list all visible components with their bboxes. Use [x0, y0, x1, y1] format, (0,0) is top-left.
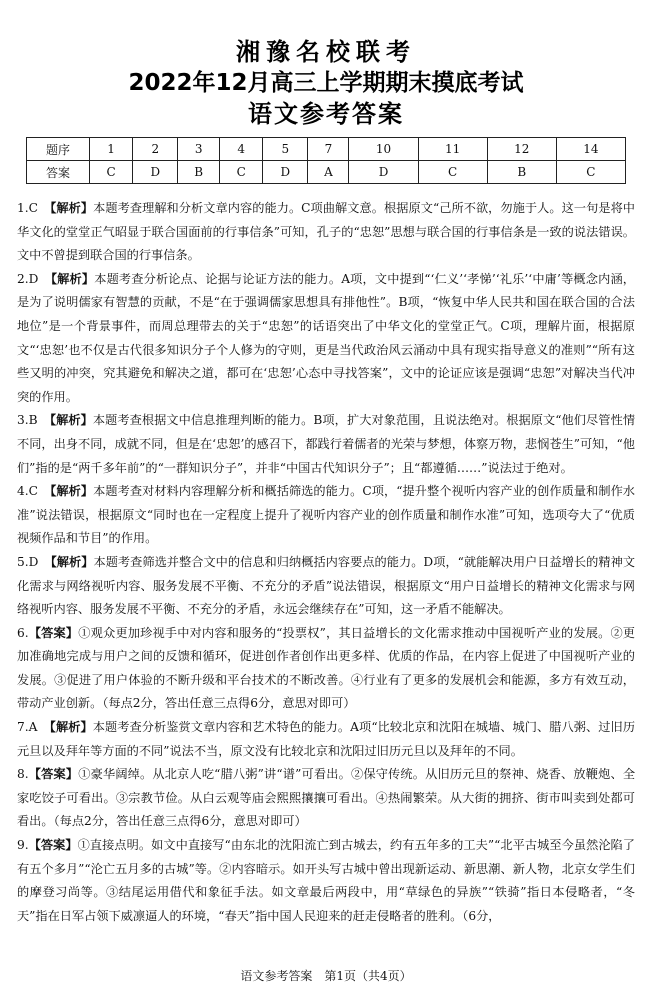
- question-number-row: [27, 138, 626, 161]
- item-number: 1.C: [17, 201, 38, 215]
- answer-cell: D: [133, 161, 178, 184]
- item-text: ①直接点明。如文中直接写“由东北的沈阳流亡到古城去，约有五年多的工夫”“北平古城至今虽然沦陷了有五个多月”“沦亡五月多的古城”等。②内容暗示。如开头写古城中曾出现新运动、新思潮、新人物，北京女学生们的摩登习尚等。③结尾运用借代和象征手法。如文章最后两段中，用“草绿色的异族”“铁骑”指日本侵略者，“冬天”指在日军占领下威凛逼人的环境，“春天”指中国人民迎来的赶走侵略者的胜利。（6分，: [17, 838, 635, 923]
- answer-cell: D: [349, 161, 418, 184]
- explanation-item: [17, 716, 635, 763]
- answer-cell: B: [487, 161, 556, 184]
- item-number: 3.B: [17, 413, 38, 428]
- item-text: 本题考查分析鉴赏文章内容和艺术特色的能力。A项“比较北京和沈阳在城墙、城门、腊八粥、过旧历元旦以及拜年等方面的不同”说法不当，原文没有比较北京和沈阳过旧历元旦以及拜年的不同。: [17, 720, 636, 758]
- question-number: 5: [263, 138, 308, 161]
- answer-label: 答案: [27, 161, 90, 184]
- item-text: 本题考查分析论点、论据与论证方法的能力。A项，文中提到“‘仁义’‘孝悌’‘礼乐’‘中庸’等概念内涵，是为了说明儒家有智慧的贡献，不是“在于强调儒家思想具有排他性”。B项，“恢复中华人民共和国在联合国的合法地位”是一个背景事件，而周总理带去的关于“忠恕”的话语突出了中华文化的堂堂正气。C项，理解片面，根据原文“‘忠恕’也不仅是古代很多知识分子个人修为的守则，更是当代政治风云涌动中具有现实指导意义的准则”“所有这些又明的冲突，究其避免和解决之道，都可在‘忠恕’心态中寻找答案”，文中的论证应该是强调“忠恕”对解决当代冲突的作用。: [17, 271, 635, 404]
- item-tag: 【答案】: [28, 767, 79, 782]
- explanation-item: [17, 763, 635, 834]
- explanation-item: [17, 622, 635, 716]
- answer-cell: C: [556, 161, 625, 184]
- item-tag: 【解析】: [49, 413, 93, 428]
- item-number: 5.D: [17, 554, 39, 569]
- question-number: 14: [556, 138, 625, 161]
- answer-key-title: 语文参考答案: [248, 100, 404, 128]
- answer-row: [27, 161, 626, 184]
- item-tag: 【答案】: [28, 838, 78, 853]
- question-number: 7: [308, 138, 349, 161]
- answer-cell: B: [178, 161, 220, 184]
- question-number: 10: [349, 138, 418, 161]
- question-number: 12: [487, 138, 556, 161]
- item-number: 2.D: [17, 271, 39, 286]
- question-number: 2: [133, 138, 178, 161]
- item-text: 本题考查对材料内容理解分析和概括筛选的能力。C项，“提升整个视听内容产业的创作质量和制作水准”说法错误，根据原文“同时也在一定程度上提升了视听内容产业的创作质量和制作水准”可知，选项夸大了“优质视频作品和节目”的作用。: [17, 484, 635, 546]
- item-number: 6.: [17, 625, 29, 640]
- question-number: 4: [220, 138, 263, 161]
- explanation-item: [17, 197, 635, 268]
- item-tag: 【解析】: [50, 271, 95, 286]
- item-tag: 【答案】: [28, 625, 79, 640]
- explanation-item: [17, 268, 635, 410]
- exam-union-title: 湘豫名校联考: [236, 38, 416, 66]
- item-text: ①豪华阔绰。从北京人吃“腊八粥”讲“谱”可看出。②保守传统。从旧历元旦的祭神、烧香、放鞭炮、全家吃饺子可看出。③宗教节俭。从白云观等庙会熙熙攘攘可看出。④热闹繁荣。从大街的拥挤、街市叫卖到处都可看出。（每点2分，答出任意三点得6分，意思对即可）: [17, 767, 636, 829]
- item-text: 本题考查根据文中信息推理判断的能力。B项，扩大对象范围，且说法绝对。根据原文“他们尽管性情不同，出身不同，成就不同，但是在‘忠恕’的感召下，都践行着儒者的光荣与梦想，体察万物，悲悯苍生”可知，“他们”指的是“两千多年前”的“一群知识分子”，并非“中国古代知识分子”；且“都遵循……”说法过于绝对。: [17, 413, 636, 475]
- item-tag: 【解析】: [50, 484, 94, 499]
- item-text: 本题考查筛选并整合文中的信息和归纳概括内容要点的能力。D项，“就能解决用户日益增长的精神文化需求与网络视听内容、服务发展不平衡、不充分的矛盾”说法错误，根据原文“用户日益增长的精神文化需求与网络视听内容、服务发展不平衡、不充分的矛盾，永远会继续存在”可知，这一矛盾不能解决。: [17, 554, 636, 617]
- item-number: 8.: [17, 767, 29, 782]
- answer-cell: A: [308, 161, 349, 184]
- explanations: [17, 197, 635, 928]
- answer-cell: D: [263, 161, 308, 184]
- item-tag: 【解析】: [50, 554, 94, 569]
- item-text: ①观众更加珍视手中对内容和服务的“投票权”，其日益增长的文化需求推动中国视听产业的发展。②更加准确地完成与用户之间的反馈和循环，促进创作者创作出更多样、优质的作品，在内容上促进了中国视听产业的发展。③促进了用户体验的不断升级和平台技术的不断改善。④行业有了更多的发展机会和能源，多方有效互动，带动产业创新。（每点2分，答出任意三点得6分，意思对即可）: [17, 625, 635, 711]
- answer-table: [26, 137, 626, 184]
- item-text: 本题考查理解和分析文章内容的能力。C项曲解文意。根据原文“己所不欲，勿施于人。这一句是将中华文化的堂堂正气昭显于联合国面前的行事信条”可知，孔子的“忠恕”思想与联合国的行事信条是一致的说法错误。文中不曾提到联合国的行事信条。: [17, 201, 635, 263]
- explanation-item: [17, 551, 635, 622]
- page-footer: 语文参考答案 第1页（共4页）: [240, 969, 412, 983]
- question-number: 11: [418, 138, 487, 161]
- answer-cell: C: [418, 161, 487, 184]
- item-number: 4.C: [17, 484, 38, 499]
- explanation-item: [17, 480, 635, 551]
- item-tag: 【解析】: [50, 201, 94, 215]
- explanation-item: [17, 834, 635, 928]
- answer-cell: C: [220, 161, 263, 184]
- item-number: 7.A: [17, 720, 38, 735]
- exam-name-title: 2022年12月高三上学期期末摸底考试: [128, 70, 524, 96]
- question-number: 3: [178, 138, 220, 161]
- item-tag: 【解析】: [49, 720, 93, 735]
- question-number: 1: [90, 138, 133, 161]
- item-number: 9.: [17, 838, 29, 853]
- explanation-item: [17, 409, 635, 480]
- answer-cell: C: [90, 161, 133, 184]
- question-number-label: 题序: [27, 138, 90, 161]
